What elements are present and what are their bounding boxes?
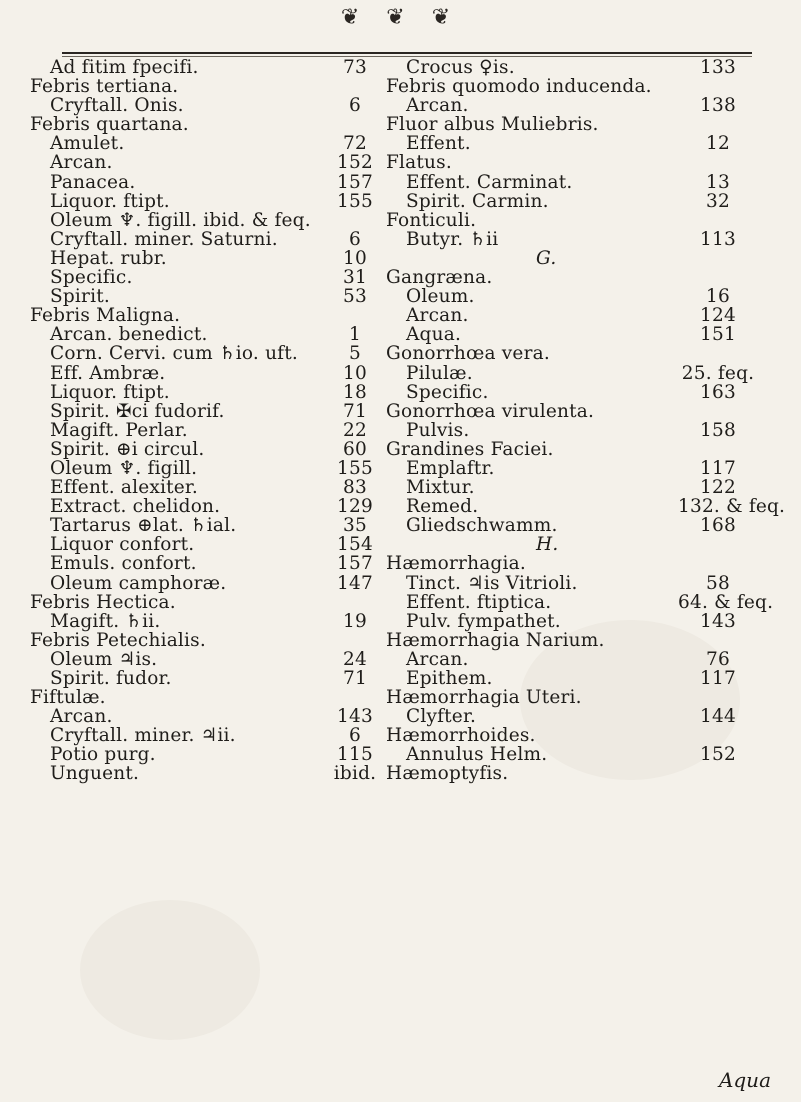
entry-term: Febris quartana. (30, 114, 189, 136)
entry-term: Tartarus ⊕lat. ♄ial. (50, 515, 237, 537)
page-reference: 64. & feq. (678, 591, 774, 613)
entry-term: Oleum ♆. figill. (50, 457, 198, 479)
entry-term: Flatus. (386, 152, 452, 174)
page-reference: 53 (343, 286, 367, 308)
index-heading (386, 402, 758, 421)
index-entry (30, 764, 390, 783)
index-entry (386, 58, 758, 77)
page-reference: 72 (343, 133, 367, 155)
index-heading (30, 306, 390, 325)
header-rule (62, 52, 752, 54)
entry-term: Febris Maligna. (30, 305, 181, 327)
index-entry (386, 134, 758, 153)
index-heading (30, 631, 390, 650)
paper-stain (80, 900, 260, 1040)
entry-term: Arcan. (406, 305, 469, 327)
section-letter-text: H. (536, 534, 559, 556)
entry-term: Hæmorrhagia Narium. (386, 629, 605, 651)
index-heading (386, 211, 758, 230)
entry-term: Gangræna. (386, 267, 493, 289)
entry-term: Oleum ♃is. (50, 648, 158, 670)
entry-term: Magift. Perlar. (50, 419, 188, 441)
index-entry (386, 306, 758, 325)
index-entry (386, 421, 758, 440)
page-reference: 10 (343, 362, 367, 384)
index-entry (30, 440, 390, 459)
page-reference: 10 (343, 247, 367, 269)
entry-term: Annulus Helm. (406, 744, 548, 766)
index-heading (386, 115, 758, 134)
index-entry (30, 383, 390, 402)
entry-term: Febris Petechialis. (30, 629, 206, 651)
index-entry (386, 230, 758, 249)
page-reference: 60 (343, 438, 367, 460)
index-entry (30, 707, 390, 726)
entry-term: Liquor. ftipt. (50, 190, 170, 212)
index-heading (30, 77, 390, 96)
page-reference: 19 (343, 610, 367, 632)
index-entry (30, 726, 390, 745)
entry-term: Febris quomodo inducenda. (386, 76, 652, 98)
index-entry (386, 745, 758, 764)
entry-term: Hæmoptyfis. (386, 763, 509, 785)
index-entry (386, 574, 758, 593)
entry-term: Corn. Cervi. cum ♄io. uft. (50, 343, 298, 365)
index-heading (386, 631, 758, 650)
page-reference: 138 (700, 95, 736, 117)
entry-term: Arcan. (406, 648, 469, 670)
page-reference: 71 (343, 400, 367, 422)
entry-term: Magift. ♄ii. (50, 610, 161, 632)
page-reference: 133 (700, 57, 736, 78)
index-entry (386, 478, 758, 497)
index-entry (30, 249, 390, 268)
index-entry (30, 211, 390, 230)
index-entry (30, 669, 390, 688)
page-reference: 58 (706, 572, 730, 594)
index-entry (30, 535, 390, 554)
page-reference: 76 (706, 648, 730, 670)
entry-term: Spirit. fudor. (50, 668, 172, 689)
index-entry (386, 612, 758, 631)
page-reference: 157 (337, 553, 373, 575)
page-reference: 122 (700, 477, 736, 499)
section-letter (386, 249, 758, 268)
page-reference: 132. & feq. (678, 496, 786, 518)
entry-term: Emplaftr. (406, 457, 495, 479)
index-entry (30, 287, 390, 306)
index-entry (386, 96, 758, 115)
entry-term: Tinct. ♃is Vitrioli. (406, 572, 578, 594)
entry-term: Specific. (50, 267, 133, 289)
page-reference: 31 (343, 267, 367, 289)
entry-term: Fonticuli. (386, 209, 477, 231)
page-reference: 25. feq. (681, 362, 755, 384)
page-reference: 163 (700, 381, 736, 403)
entry-term: Cryftall. miner. Saturni. (50, 228, 278, 250)
page-reference: 16 (706, 286, 730, 308)
page-reference: 168 (700, 515, 736, 537)
entry-term: Arcan. (406, 95, 469, 117)
index-entry (386, 325, 758, 344)
index-heading (386, 77, 758, 96)
entry-term: Amulet. (50, 133, 125, 155)
page-reference: 113 (700, 228, 736, 250)
page-reference: 152 (337, 152, 373, 174)
entry-term: Epithem. (406, 668, 493, 689)
index-entry (30, 325, 390, 344)
entry-term: Unguent. (50, 763, 140, 785)
entry-term: Arcan. benedict. (50, 324, 208, 346)
entry-term: Gliedschwamm. (406, 515, 558, 537)
entry-term: Remed. (406, 496, 479, 518)
entry-term: Mixtur. (406, 477, 475, 499)
page-reference: 22 (343, 419, 367, 441)
page-reference: 117 (700, 457, 736, 479)
index-entry (386, 173, 758, 192)
page-reference: 18 (343, 381, 367, 403)
index-heading (30, 115, 390, 134)
index-entry (30, 58, 390, 77)
entry-term: Grandines Faciei. (386, 438, 554, 460)
catchword: Aqua (718, 1068, 771, 1092)
index-entry (386, 287, 758, 306)
entry-term: Panacea. (50, 171, 136, 193)
index-column-left (30, 58, 390, 784)
index-entry (386, 383, 758, 402)
page-reference: 158 (700, 419, 736, 441)
page-reference: 144 (700, 706, 736, 728)
entry-term: Spirit. (50, 286, 110, 308)
index-heading (386, 764, 758, 783)
index-entry (30, 364, 390, 383)
index-entry (386, 192, 758, 211)
page-reference: 117 (700, 668, 736, 689)
page-reference: 157 (337, 171, 373, 193)
entry-term: Oleum ♆. figill. ibid. & feq. (50, 209, 311, 231)
page-reference: 152 (700, 744, 736, 766)
entry-term: Oleum. (406, 286, 475, 308)
entry-term: Cryftall. Onis. (50, 95, 184, 117)
page-reference: 143 (337, 706, 373, 728)
page-reference: 6 (349, 95, 361, 117)
index-entry (30, 650, 390, 669)
index-entry (30, 745, 390, 764)
page-reference: 71 (343, 668, 367, 689)
page-reference: 83 (343, 477, 367, 499)
index-heading (30, 688, 390, 707)
index-entry (30, 554, 390, 573)
entry-term: Gonorrhœa virulenta. (386, 400, 595, 422)
entry-term: Fiftulæ. (30, 687, 106, 709)
entry-term: Butyr. ♄ii (406, 228, 499, 250)
index-heading (30, 593, 390, 612)
entry-term: Potio purg. (50, 744, 156, 766)
page-reference: 73 (343, 57, 367, 78)
index-entry (30, 230, 390, 249)
entry-term: Liquor confort. (50, 534, 195, 556)
section-letter-text: G. (536, 247, 557, 269)
page-reference: 35 (343, 515, 367, 537)
index-entry (386, 459, 758, 478)
page-reference: ibid. (333, 763, 377, 785)
index-entry (386, 496, 786, 518)
entry-term: Liquor. ftipt. (50, 381, 170, 403)
entry-term: Ad fitim fpecifi. (50, 57, 199, 78)
index-entry (30, 612, 390, 631)
index-column-right (386, 57, 786, 785)
entry-term: Effent. (406, 133, 471, 155)
entry-term: Effent. alexiter. (50, 477, 198, 499)
entry-term: Fluor albus Muliebris. (386, 114, 599, 136)
index-heading (386, 153, 758, 172)
index-heading (386, 554, 758, 573)
section-letter (386, 535, 758, 554)
page-reference: 124 (700, 305, 736, 327)
page-reference: 151 (700, 324, 736, 346)
entry-term: Oleum camphoræ. (50, 572, 227, 594)
index-entry (30, 459, 390, 478)
entry-term: Specific. (406, 381, 489, 403)
entry-term: Crocus ♀is. (406, 57, 515, 78)
entry-term: Cryftall. miner. ♃ii. (50, 725, 236, 747)
index-entry (30, 96, 390, 115)
page-reference: 6 (349, 228, 361, 250)
index-entry (30, 574, 390, 593)
index-entry (30, 268, 390, 287)
entry-term: Pilulæ. (406, 362, 473, 384)
page-reference: 1 (349, 324, 361, 346)
entry-term: Effent. Carminat. (406, 171, 573, 193)
index-entry (386, 669, 758, 688)
entry-term: Clyfter. (406, 706, 477, 728)
index-entry (386, 591, 774, 613)
index-entry (386, 650, 758, 669)
index-entry (30, 421, 390, 440)
entry-term: Arcan. (50, 706, 113, 728)
entry-term: Effent. ftiptica. (406, 591, 552, 613)
index-entry (30, 478, 390, 497)
index-heading (386, 268, 758, 287)
entry-term: Pulvis. (406, 419, 470, 441)
entry-term: Spirit. Carmin. (406, 190, 549, 212)
index-entry (30, 153, 390, 172)
page-reference: 32 (706, 190, 730, 212)
entry-term: Spirit. ✠ci fudorif. (50, 400, 225, 422)
page-reference: 115 (337, 744, 373, 766)
index-heading (386, 440, 758, 459)
index-entry (30, 497, 390, 516)
index-entry (30, 516, 390, 535)
entry-term: Hæmorrhagia. (386, 553, 526, 575)
index-entry (30, 344, 390, 363)
entry-term: Febris Hectica. (30, 591, 176, 613)
page-reference: 6 (349, 725, 361, 747)
index-entry (30, 173, 390, 192)
index-entry (386, 364, 758, 383)
page-reference: 12 (706, 133, 730, 155)
page-reference: 143 (700, 610, 736, 632)
entry-term: Hæmorrhoides. (386, 725, 536, 747)
entry-term: Pulv. fympathet. (406, 610, 561, 632)
index-heading (386, 344, 758, 363)
page-reference: 13 (706, 171, 730, 193)
page-reference: 24 (343, 648, 367, 670)
index-entry (30, 402, 390, 421)
page-reference: 155 (337, 190, 373, 212)
index-heading (386, 726, 758, 745)
entry-term: Hepat. rubr. (50, 247, 167, 269)
index-entry (30, 134, 390, 153)
page-reference: 155 (337, 457, 373, 479)
entry-term: Extract. chelidon. (50, 496, 221, 518)
page-reference: 129 (337, 496, 373, 518)
page-reference: 5 (349, 343, 361, 365)
entry-term: Arcan. (50, 152, 113, 174)
index-heading (386, 688, 758, 707)
entry-term: Aqua. (406, 324, 462, 346)
entry-term: Spirit. ⊕i circul. (50, 438, 205, 460)
entry-term: Febris tertiana. (30, 76, 179, 98)
page-reference: 147 (337, 572, 373, 594)
entry-term: Hæmorrhagia Uteri. (386, 687, 582, 709)
entry-term: Emuls. confort. (50, 553, 197, 575)
entry-term: Eff. Ambræ. (50, 362, 166, 384)
index-entry (30, 192, 390, 211)
page-reference: 154 (337, 534, 373, 556)
header-ornament: ❦ ❦ ❦ (340, 5, 461, 30)
index-entry (386, 516, 758, 535)
entry-term: Gonorrhœa vera. (386, 343, 550, 365)
index-entry (386, 707, 758, 726)
